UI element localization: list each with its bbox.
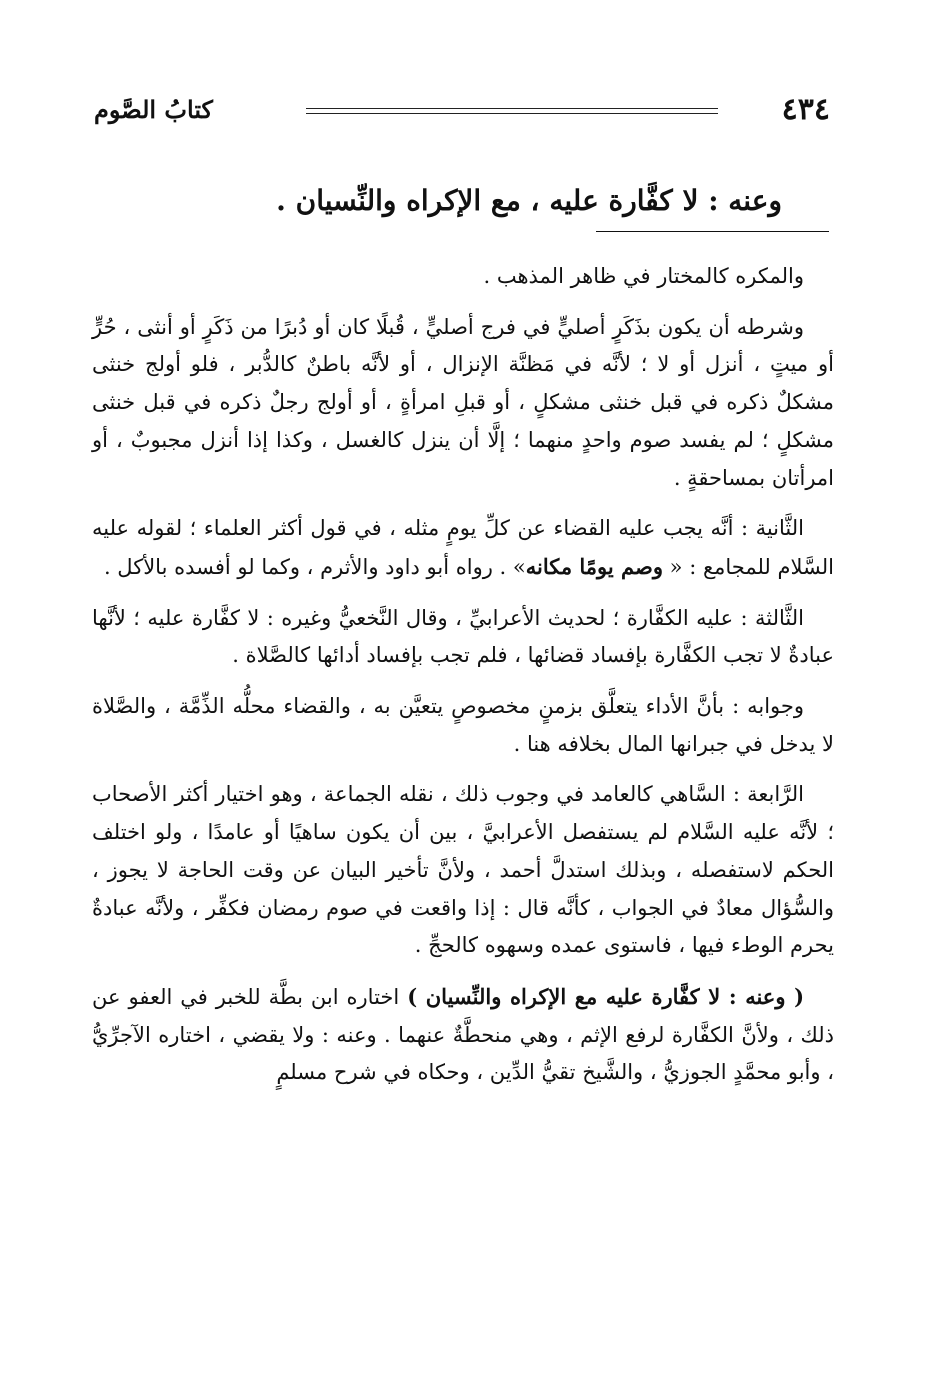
hadith-quote: وصم يومًا مكانه bbox=[525, 553, 663, 579]
paragraph-condition: وشرطه أن يكون بذَكَرٍ أصليٍّ في فرج أصليٍّ ، قُبلًا كان أو دُبرًا من ذَكَرٍ أو أنثى ، حُرٍّ أو ميتٍ ، أنزل أو لا ؛ لأنَّه في مَظنَّة الإنزال ، أو لأنَّه باطنٌ كالدُّبر ، فلو أولج خنثى مشكلٌ ذكره في قبل خنثى مشكلٍ ، أو قبلِ امرأةٍ ، أو أولج رجلٌ ذكره في قبل خنثى مشكلٍ ؛ لم يفسد صوم واحدٍ منهما ؛ إلَّا أن ينزل كالغسل ، وكذا إذا أنزل مجبوبٌ ، أو امرأتان بمساحقةٍ . bbox=[92, 314, 834, 490]
header-rule bbox=[306, 113, 718, 114]
body-text bbox=[92, 258, 834, 1105]
page-number: ٤٣٤ bbox=[781, 92, 830, 127]
book-title: كتابُ الصَّوم bbox=[94, 95, 213, 124]
paragraph-third-ruling: الثَّالثة : عليه الكفَّارة ؛ لحديث الأعرابيِّ ، وقال النَّخعيُّ وغيره : لا كفَّارة عليه ؛ لأنَّها عبادةٌ لا تجب الكفَّارة بإفساد قضائها ، فلم تجب بإفساد أدائها كالصَّلاة . bbox=[92, 605, 834, 668]
paragraph-commentary bbox=[92, 978, 834, 1092]
paragraph-text: اختاره ابن بطَّة للخبر في العفو عن ذلك ، ولأنَّ الكفَّارة لرفع الإثم ، وهي منحطَّةٌ عنهما . وعنه : ولا يقضي ، اختاره الآجرِّيُّ ، وأبو محمَّدٍ الجوزيُّ ، والشَّيخ تقيُّ الدِّين ، وحكاه في شرح مسلمٍ bbox=[92, 984, 834, 1085]
paragraph-answer: وجوابه : بأنَّ الأداء يتعلَّق بزمنٍ مخصوصٍ يتعيَّن به ، والقضاء محلُّه الذِّمَّة ، والصَّلاة لا يدخل في جبرانها المال بخلافه هنا . bbox=[92, 694, 834, 756]
paragraph-fourth-ruling: الرَّابعة : السَّاهي كالعامد في وجوب ذلك ، نقله الجماعة ، وهو اختيار أكثر الأصحاب ؛ لأنَّه عليه السَّلام لم يستفصل الأعرابيَّ ، بين أن يكون ساهيًا أو عامدًا ، ولو اختلف الحكم لاستفصله ، وبذلك استدلَّ أحمد ، ولأنَّ تأخير البيان عن وقت الحاجة لا يجوز ، والسُّؤال معادٌ في الجواب ، كأنَّه قال : إذا واقعت في صوم رمضان فكفِّر ، ولأنَّه عبادةٌ يحرم الوطء فيها ، فاستوى عمده وسهوه كالحجِّ . bbox=[92, 782, 834, 958]
matn-quote: ( وعنه : لا كفَّارة عليه مع الإكراه والنِّسيان ) bbox=[407, 983, 805, 1009]
section-heading: وعنه : لا كفَّارة عليه ، مع الإكراه والنِّسيان . bbox=[276, 184, 782, 217]
heading-underline bbox=[596, 231, 829, 232]
running-header bbox=[94, 90, 830, 136]
paragraph-text: » . رواه أبو داود والأثرم ، وكما لو أفسده بالأكل . bbox=[103, 554, 526, 579]
paragraph-second-ruling bbox=[92, 510, 834, 586]
paragraph-coerced: والمكره كالمختار في ظاهر المذهب . bbox=[483, 264, 804, 288]
paragraph-text: الثَّانية : أنَّه يجب عليه القضاء عن كلِّ يومٍ مثله ، في قول أكثر العلماء ؛ لقوله عليه السَّلام للمجامع : « bbox=[92, 516, 834, 579]
header-rule bbox=[306, 108, 718, 109]
